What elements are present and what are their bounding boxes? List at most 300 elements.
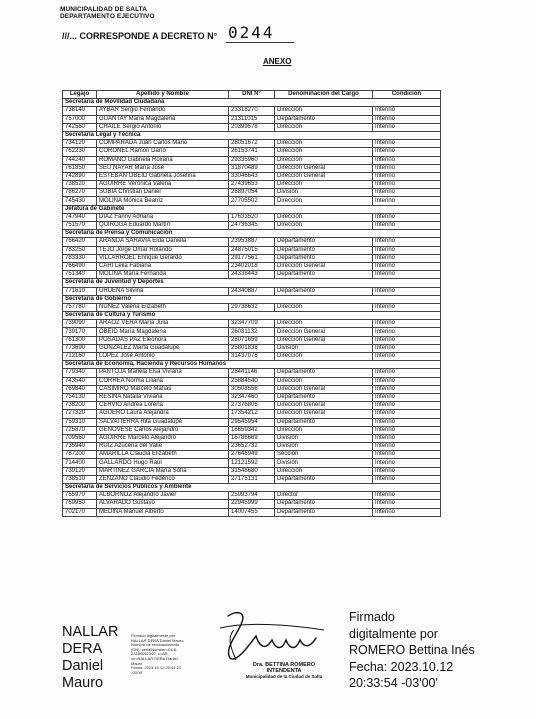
cell-condicion: Interino <box>373 238 441 246</box>
cell-legajo: 759310 <box>63 418 97 426</box>
cell-condicion: Interino <box>373 443 441 451</box>
cell-apellido-nombre: ALBORNOZ Alejandro Javier <box>97 492 229 500</box>
cell-legajo: 757780 <box>63 303 97 311</box>
cell-cargo: Departamento <box>275 418 373 426</box>
cell-apellido-nombre: AGUIRRE Verónica Valeria <box>97 181 229 189</box>
signer-name-line: Mauro <box>62 675 104 691</box>
signer-name-line: NALLAR <box>62 624 119 640</box>
table-header-row <box>63 91 441 99</box>
cell-apellido-nombre: CARI Leila Fabiana <box>97 262 229 270</box>
cell-cargo: División <box>275 459 373 467</box>
digital-signature-details <box>131 634 201 675</box>
official-stamp <box>224 662 344 680</box>
cell-dni: 31437078 <box>229 353 275 361</box>
table-row <box>63 443 441 451</box>
section-row <box>63 484 441 492</box>
cell-cargo: Dirección General <box>275 328 373 336</box>
cell-cargo: Dirección General <box>275 172 373 180</box>
cell-condicion: Interino <box>373 172 441 180</box>
table-row <box>63 467 441 475</box>
cell-apellido-nombre: ROMANO Gabriela Roxana <box>97 156 229 164</box>
cell-condicion: Interino <box>373 508 441 516</box>
stamp-name: Dra. BETTINA ROMERO <box>252 662 316 668</box>
table-row <box>63 418 441 426</box>
cell-legajo: 761850 <box>63 164 97 172</box>
cell-apellido-nombre: LOPEZ José Antonio <box>97 353 229 361</box>
cell-condicion: Interino <box>373 156 441 164</box>
cell-apellido-nombre: POSADAS PAZ Eleonora <box>97 336 229 344</box>
cell-dni: 23652732 <box>229 443 275 451</box>
cell-condicion: Interino <box>373 140 441 148</box>
cell-legajo: 787200 <box>63 451 97 459</box>
cell-legajo: 714400 <box>63 459 97 467</box>
cell-condicion: Interino <box>373 181 441 189</box>
cell-legajo: 773690 <box>63 344 97 352</box>
header-apellido-nombre: Apellido y Nombre <box>97 91 229 99</box>
cell-dni: 26153741 <box>229 148 275 156</box>
cell-legajo: 712160 <box>63 353 97 361</box>
header-dni: DNI N° <box>229 91 275 99</box>
cell-condicion: Interino <box>373 459 441 467</box>
cell-dni: 24338443 <box>229 271 275 279</box>
cell-legajo: 755970 <box>63 492 97 500</box>
cell-cargo: Departamento <box>275 393 373 401</box>
cell-apellido-nombre: AYBAR Sergio Fernando <box>97 107 229 115</box>
section-title: Secretaría Legal y Técnica <box>63 131 441 139</box>
cell-cargo: División <box>275 344 373 352</box>
cell-condicion: Interino <box>373 271 441 279</box>
cell-legajo: 709560 <box>63 434 97 442</box>
cell-cargo: Dirección <box>275 426 373 434</box>
section-title: Secretaría de Movilidad Ciudadana <box>63 99 441 107</box>
cell-apellido-nombre: CORONEL Ramón Darío <box>97 148 229 156</box>
header-cargo: Denominación del Cargo <box>275 91 373 99</box>
decreto-number: 0244 <box>228 23 275 42</box>
signer-name-line: DERA <box>62 641 103 657</box>
cell-cargo: Dirección <box>275 222 373 230</box>
cell-legajo: 779340 <box>63 369 97 377</box>
cell-condicion: Interino <box>373 492 441 500</box>
letterhead <box>60 6 155 20</box>
cell-dni: 24340887 <box>229 287 275 295</box>
cell-apellido-nombre: GONZALEZ Marta Guadalupe <box>97 344 229 352</box>
cell-apellido-nombre: RESINA Natalia Viviana <box>97 393 229 401</box>
cell-legajo: 739120 <box>63 467 97 475</box>
cell-legajo: 725870 <box>63 426 97 434</box>
cell-legajo: 769950 <box>63 500 97 508</box>
cell-apellido-nombre: MARTINEZ GARCIA María Sofía <box>97 467 229 475</box>
cell-legajo: 738520 <box>63 181 97 189</box>
cell-cargo: Dirección <box>275 140 373 148</box>
cell-cargo: Dirección <box>275 213 373 221</box>
cell-condicion: Interino <box>373 377 441 385</box>
stamp-institution: Municipalidad de la Ciudad de Salta <box>245 674 323 679</box>
cell-cargo: Dirección General <box>275 385 373 393</box>
cell-cargo: Departamento <box>275 500 373 508</box>
section-title: Secretaría de Prensa y Comunicación <box>63 230 441 238</box>
table-row <box>63 303 441 311</box>
cell-cargo: División <box>275 443 373 451</box>
cell-legajo: 751340 <box>63 271 97 279</box>
table-row <box>63 156 441 164</box>
cell-condicion: Interino <box>373 107 441 115</box>
cell-dni: 29738632 <box>229 303 275 311</box>
cell-cargo: Dirección <box>275 303 373 311</box>
personnel-table <box>62 90 441 517</box>
cell-cargo: Departamento <box>275 271 373 279</box>
cell-dni: 27705502 <box>229 197 275 205</box>
cell-apellido-nombre: DIAZ Fanny Adriana <box>97 213 229 221</box>
sig-detail-line: Firmado digitalmente por <box>131 633 176 638</box>
cell-dni: 28071659 <box>229 336 275 344</box>
cell-dni: 22945999 <box>229 500 275 508</box>
section-title: Secretaría de Gobierno <box>63 295 441 303</box>
cell-legajo: 745430 <box>63 197 97 205</box>
cell-legajo: 738140 <box>63 107 97 115</box>
table-row <box>63 115 441 123</box>
cell-dni: 27376805 <box>229 402 275 410</box>
sig-right-line: ROMERO Bettina Inés <box>349 643 475 657</box>
cell-condicion: Interino <box>373 246 441 254</box>
sig-detail-line: NALLAR DERA Daniel Mauro <box>131 637 184 643</box>
cell-condicion: Interino <box>373 344 441 352</box>
sig-detail-line: Nombre de reconocimiento <box>131 642 180 648</box>
cell-condicion: Interino <box>373 287 441 295</box>
table-row <box>63 353 441 361</box>
cell-cargo: Departamento <box>275 254 373 262</box>
cell-dni: 33046643 <box>229 172 275 180</box>
cell-condicion: Interino <box>373 500 441 508</box>
cell-cargo: Dirección General <box>275 262 373 270</box>
stamp-title: INTENDENTA <box>266 668 302 674</box>
table-row <box>63 426 441 434</box>
table-row <box>63 181 441 189</box>
section-title: Secretaría de Juventud y Deportes <box>63 279 441 287</box>
cell-cargo: Dirección General <box>275 410 373 418</box>
cell-condicion: Interino <box>373 222 441 230</box>
table-row <box>63 287 441 295</box>
cell-dni: 28441146 <box>229 369 275 377</box>
cell-legajo: 766420 <box>63 238 97 246</box>
table-row <box>63 148 441 156</box>
cell-cargo: División <box>275 189 373 197</box>
table-row <box>63 197 441 205</box>
cell-dni: 25993794 <box>229 492 275 500</box>
cell-dni: 27646949 <box>229 451 275 459</box>
table-row <box>63 336 441 344</box>
sig-detail-line: Mauro <box>131 660 143 666</box>
cell-legajo: 757000 <box>63 115 97 123</box>
cell-apellido-nombre: CASIMIRO Marcelo Matías <box>97 385 229 393</box>
cell-condicion: Interino <box>373 164 441 172</box>
cell-cargo: Dirección General <box>275 402 373 410</box>
table-row <box>63 254 441 262</box>
cell-legajo: 735940 <box>63 443 97 451</box>
cell-apellido-nombre: CORREA Norma Liliana <box>97 377 229 385</box>
cell-condicion: Interino <box>373 467 441 475</box>
table-row <box>63 402 441 410</box>
table-row <box>63 344 441 352</box>
section-row <box>63 230 441 238</box>
cell-legajo: 761300 <box>63 336 97 344</box>
cell-apellido-nombre: URUEÑA Silvina <box>97 287 229 295</box>
decreto-label: ///... CORRESPONDE A DECRETO N° <box>62 31 218 41</box>
table-row <box>63 140 441 148</box>
cell-legajo: 742890 <box>63 172 97 180</box>
cell-dni: 17354212 <box>229 410 275 418</box>
cell-legajo: 771610 <box>63 287 97 295</box>
cell-dni: 26031132 <box>229 328 275 336</box>
cell-condicion: Interino <box>373 262 441 270</box>
cell-condicion: Interino <box>373 254 441 262</box>
letterhead-line1: MUNICIPALIDAD DE SALTA <box>60 6 148 13</box>
cell-apellido-nombre: VILLARROEL Enrique Gerardo <box>97 254 229 262</box>
cell-apellido-nombre: AGUIRRE Marcelo Alejandro <box>97 434 229 442</box>
cell-dni: 25801838 <box>229 344 275 352</box>
cell-condicion: Interino <box>373 475 441 483</box>
cell-cargo: Dirección General <box>275 164 373 172</box>
cell-condicion: Interino <box>373 434 441 442</box>
cell-dni: 23318270 <box>229 107 275 115</box>
cell-apellido-nombre: ESTEBAN OBEID Gabriela Josefina <box>97 172 229 180</box>
cell-cargo: Dirección <box>275 107 373 115</box>
table-row <box>63 328 441 336</box>
table-row <box>63 500 441 508</box>
cell-dni: 29177561 <box>229 254 275 262</box>
cell-legajo: 754130 <box>63 393 97 401</box>
cell-condicion: Interino <box>373 189 441 197</box>
table-row <box>63 451 441 459</box>
cell-apellido-nombre: SEU NAYAR María José <box>97 164 229 172</box>
cell-apellido-nombre: RUIZ Azucena del Valle <box>97 443 229 451</box>
handwritten-signature <box>206 608 336 668</box>
cell-condicion: Interino <box>373 213 441 221</box>
cell-cargo: División <box>275 434 373 442</box>
cell-apellido-nombre: ALVARADO Gustavo <box>97 500 229 508</box>
cell-condicion: Interino <box>373 303 441 311</box>
cell-cargo: Departamento <box>275 369 373 377</box>
table-row <box>63 238 441 246</box>
cell-apellido-nombre: TEJO Jorge Omar Rolando <box>97 246 229 254</box>
sig-detail-line: -03'00' <box>131 669 143 675</box>
cell-apellido-nombre: OBEID María Magdalena <box>97 328 229 336</box>
table-row <box>63 246 441 254</box>
cell-condicion: Interino <box>373 451 441 459</box>
cell-apellido-nombre: MEDINA Manuel Alberto <box>97 508 229 516</box>
section-row <box>63 99 441 107</box>
cell-condicion: Interino <box>373 418 441 426</box>
cell-dni: 31870489 <box>229 164 275 172</box>
cell-cargo: Dirección <box>275 353 373 361</box>
cell-legajo: 783330 <box>63 254 97 262</box>
table-row <box>63 385 441 393</box>
cell-legajo: 739170 <box>63 328 97 336</box>
cell-condicion: Interino <box>373 123 441 131</box>
cell-cargo: Departamento <box>275 475 373 483</box>
section-row <box>63 279 441 287</box>
section-title: Secretaría de Economía, Hacienda y Recursos Humanos <box>63 361 441 369</box>
cell-legajo: 783250 <box>63 246 97 254</box>
cell-condicion: Interino <box>373 426 441 434</box>
cell-condicion: Interino <box>373 336 441 344</box>
cell-cargo: Sección <box>275 451 373 459</box>
cell-condicion: Interino <box>373 385 441 393</box>
table-row <box>63 123 441 131</box>
cell-cargo: Departamento <box>275 238 373 246</box>
cell-legajo: 734120 <box>63 140 97 148</box>
header-condicion: Condición <box>373 91 441 99</box>
sig-right-line: Firmado <box>349 610 395 624</box>
cell-legajo: 786270 <box>63 189 97 197</box>
cell-apellido-nombre: CERVIO Andrea Lorena <box>97 402 229 410</box>
table-row <box>63 377 441 385</box>
decreto-underline <box>226 42 294 43</box>
cell-dni: 25884540 <box>229 377 275 385</box>
cell-apellido-nombre: GUANTAY María Magdalena <box>97 115 229 123</box>
anexo-title: ANEXO <box>263 57 292 66</box>
cell-apellido-nombre: MOLINA María Fernanda <box>97 271 229 279</box>
section-row <box>63 361 441 369</box>
cell-legajo: 769840 <box>63 385 97 393</box>
cell-dni: 32347460 <box>229 393 275 401</box>
cell-condicion: Interino <box>373 148 441 156</box>
cell-condicion: Interino <box>373 353 441 361</box>
cell-dni: 17633520 <box>229 213 275 221</box>
cell-legajo: 738510 <box>63 475 97 483</box>
cell-apellido-nombre: PANTOJA Mariela Elsa Viviana <box>97 369 229 377</box>
cell-apellido-nombre: AMARILLA Claudia Elizabeth <box>97 451 229 459</box>
table-body <box>63 99 441 517</box>
table-row <box>63 369 441 377</box>
cell-apellido-nombre: CHAILE Sergio Antonio <box>97 123 229 131</box>
table-row <box>63 172 441 180</box>
table-row <box>63 508 441 516</box>
cell-legajo: 751570 <box>63 222 97 230</box>
table-row <box>63 271 441 279</box>
cell-condicion: Interino <box>373 402 441 410</box>
cell-condicion: Interino <box>373 115 441 123</box>
table-row <box>63 475 441 483</box>
sig-detail-line: Fecha: 2023.10.12 20:44:21 <box>131 665 182 671</box>
cell-dni: 12121592 <box>229 459 275 467</box>
cell-apellido-nombre: MOLINA Mónica Beatriz <box>97 197 229 205</box>
cell-apellido-nombre: ARANDA SARAVIA Elda Daniela <box>97 238 229 246</box>
sig-detail-line: cn=NALLAR DERA Daniel <box>131 655 178 661</box>
section-row <box>63 295 441 303</box>
cell-legajo: 762230 <box>63 148 97 156</box>
cell-cargo: Dirección <box>275 377 373 385</box>
cell-cargo: Departamento <box>275 246 373 254</box>
cell-dni: 31548680 <box>229 467 275 475</box>
section-title: Secretaría de Cultura y Turismo <box>63 312 441 320</box>
cell-apellido-nombre: GALLARDO Hugo Raúl <box>97 459 229 467</box>
cell-dni: 23953887 <box>229 238 275 246</box>
cell-dni: 29335960 <box>229 156 275 164</box>
table-row <box>63 222 441 230</box>
cell-cargo: Dirección <box>275 320 373 328</box>
table-row <box>63 164 441 172</box>
cell-dni: 24875015 <box>229 246 275 254</box>
cell-apellido-nombre: COMPARADA Juan Carlos Mario <box>97 140 229 148</box>
table-row <box>63 434 441 442</box>
cell-dni: 27439653 <box>229 181 275 189</box>
cell-condicion: Interino <box>373 393 441 401</box>
table-row <box>63 492 441 500</box>
cell-dni: 29545954 <box>229 418 275 426</box>
cell-legajo: 742560 <box>63 123 97 131</box>
section-row <box>63 312 441 320</box>
cell-dni: 28051672 <box>229 140 275 148</box>
table-row <box>63 410 441 418</box>
sig-right-line: digitalmente por <box>349 626 438 641</box>
cell-condicion: Interino <box>373 369 441 377</box>
cell-dni: 16786669 <box>229 434 275 442</box>
cell-dni: 26897054 <box>229 189 275 197</box>
section-title: Secretaría de Servicios Públicos y Ambiente <box>63 484 441 492</box>
table-row <box>63 213 441 221</box>
cell-apellido-nombre: SALVATIERRA Rita Guadalupe <box>97 418 229 426</box>
cell-cargo: Departamento <box>275 508 373 516</box>
cell-dni: 21311015 <box>229 115 275 123</box>
cell-cargo: Dirección <box>275 467 373 475</box>
cell-legajo: 744240 <box>63 156 97 164</box>
cell-dni: 27175131 <box>229 475 275 483</box>
sig-detail-line: (DN): serialNumber=CUIL <box>131 646 177 652</box>
cell-cargo: Dirección <box>275 197 373 205</box>
cell-apellido-nombre: SUBIA Christian Daniel <box>97 189 229 197</box>
table-row <box>63 393 441 401</box>
cell-apellido-nombre: AGÜERO Laura Alejandra <box>97 410 229 418</box>
cell-cargo: Departamento <box>275 287 373 295</box>
cell-legajo: 739090 <box>63 320 97 328</box>
table-row <box>63 189 441 197</box>
cell-apellido-nombre: NUÑEZ Valeria Elizabeth <box>97 303 229 311</box>
cell-apellido-nombre: ARAOZ VERA María Julia <box>97 320 229 328</box>
cell-dni: 32347709 <box>229 320 275 328</box>
cell-apellido-nombre: QUIROGA Eduardo Martín <box>97 222 229 230</box>
cell-dni: 23402018 <box>229 262 275 270</box>
cell-cargo: Director <box>275 492 373 500</box>
cell-dni: 14007455 <box>229 508 275 516</box>
table-row <box>63 459 441 467</box>
cell-cargo: Dirección <box>275 156 373 164</box>
cell-condicion: Interino <box>373 328 441 336</box>
cell-cargo: Dirección General <box>275 336 373 344</box>
sig-right-line: Fecha: 2023.10.12 <box>349 659 454 674</box>
cell-cargo: Departamento <box>275 115 373 123</box>
section-row <box>63 205 441 213</box>
cell-apellido-nombre: ZENZANO Claudio Federico <box>97 475 229 483</box>
cell-legajo: 743540 <box>63 377 97 385</box>
cell-condicion: Interino <box>373 320 441 328</box>
cell-dni: 16659342 <box>229 426 275 434</box>
signer-name-left <box>62 624 118 692</box>
cell-condicion: Interino <box>373 410 441 418</box>
cell-dni: 20399578 <box>229 123 275 131</box>
section-row <box>63 131 441 139</box>
cell-legajo: 766490 <box>63 262 97 270</box>
cell-legajo: 738200 <box>63 402 97 410</box>
cell-cargo: Dirección <box>275 148 373 156</box>
cell-dni: 24736345 <box>229 222 275 230</box>
signer-name-line: Daniel <box>62 658 104 674</box>
cell-apellido-nombre: GENOVESE Carlos Alejandro <box>97 426 229 434</box>
digital-signature-right <box>349 609 475 692</box>
table-row <box>63 107 441 115</box>
header-legajo: Legajo <box>63 91 97 99</box>
table-row <box>63 320 441 328</box>
cell-legajo: 727320 <box>63 410 97 418</box>
